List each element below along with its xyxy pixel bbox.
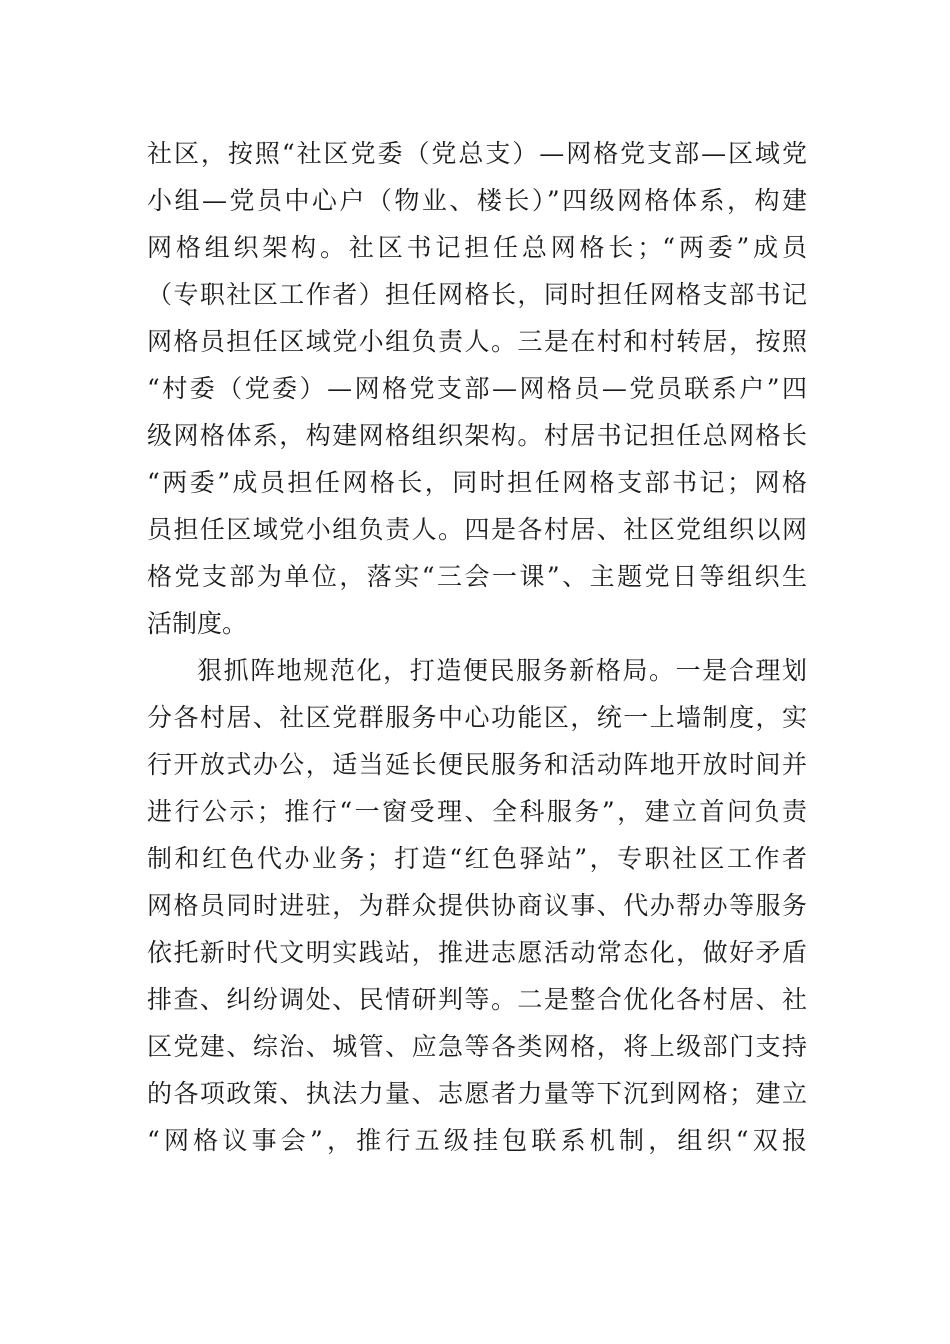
paragraph-line: 依托新时代文明实践站，推进志愿活动常态化，做好矛盾 (147, 938, 807, 967)
paragraph-line: 网格员担任区域党小组负责人。三是在村和村转居，按照 (147, 327, 807, 356)
paragraph-1 (147, 130, 807, 647)
paragraph-line: 分各村居、社区党群服务中心功能区，统一上墙制度，实 (147, 703, 807, 732)
paragraph-line: 区党建、综治、城管、应急等各类网格，将上级部门支持 (147, 1032, 807, 1061)
paragraph-line: 小组—党员中心户（物业、楼长）”四级网格体系，构建 (147, 186, 807, 215)
paragraph-line: 级网格体系，构建网格组织架构。村居书记担任总网格长 (147, 421, 807, 450)
paragraph-line: （专职社区工作者）担任网格长，同时担任网格支部书记 (147, 280, 807, 309)
paragraph-line: 排查、纠纷调处、民情研判等。二是整合优化各村居、社 (147, 985, 807, 1014)
paragraph-line: 制和红色代办业务；打造“红色驿站”，专职社区工作者 (147, 844, 807, 873)
paragraph-2 (147, 647, 807, 1164)
paragraph-line: “网格议事会”，推行五级挂包联系机制，组织“双报 (147, 1126, 807, 1155)
paragraph-line: “村委（党委）—网格党支部—网格员—党员联系户”四 (147, 374, 807, 403)
paragraph-line: 员担任区域党小组负责人。四是各村居、社区党组织以网 (147, 515, 807, 544)
paragraph-line: 网格组织架构。社区书记担任总网格长；“两委”成员 (147, 233, 807, 262)
paragraph-line: 进行公示；推行“一窗受理、全科服务”，建立首问负责 (147, 797, 807, 826)
paragraph-line: 格党支部为单位，落实“三会一课”、主题党日等组织生 (147, 562, 807, 591)
paragraph-line: 行开放式办公，适当延长便民服务和活动阵地开放时间并 (147, 750, 807, 779)
paragraph-line: 网格员同时进驻，为群众提供协商议事、代办帮办等服务 (147, 891, 807, 920)
paragraph-line: 社区，按照“社区党委（党总支）—网格党支部—区域党 (147, 139, 807, 168)
paragraph-line: 的各项政策、执法力量、志愿者力量等下沉到网格；建立 (147, 1079, 807, 1108)
paragraph-line: “两委”成员担任网格长，同时担任网格支部书记；网格 (147, 468, 807, 497)
paragraph-line: 狠抓阵地规范化，打造便民服务新格局。一是合理划 (197, 656, 807, 685)
body-text (147, 130, 807, 1164)
paragraph-line: 活制度。 (147, 609, 248, 638)
